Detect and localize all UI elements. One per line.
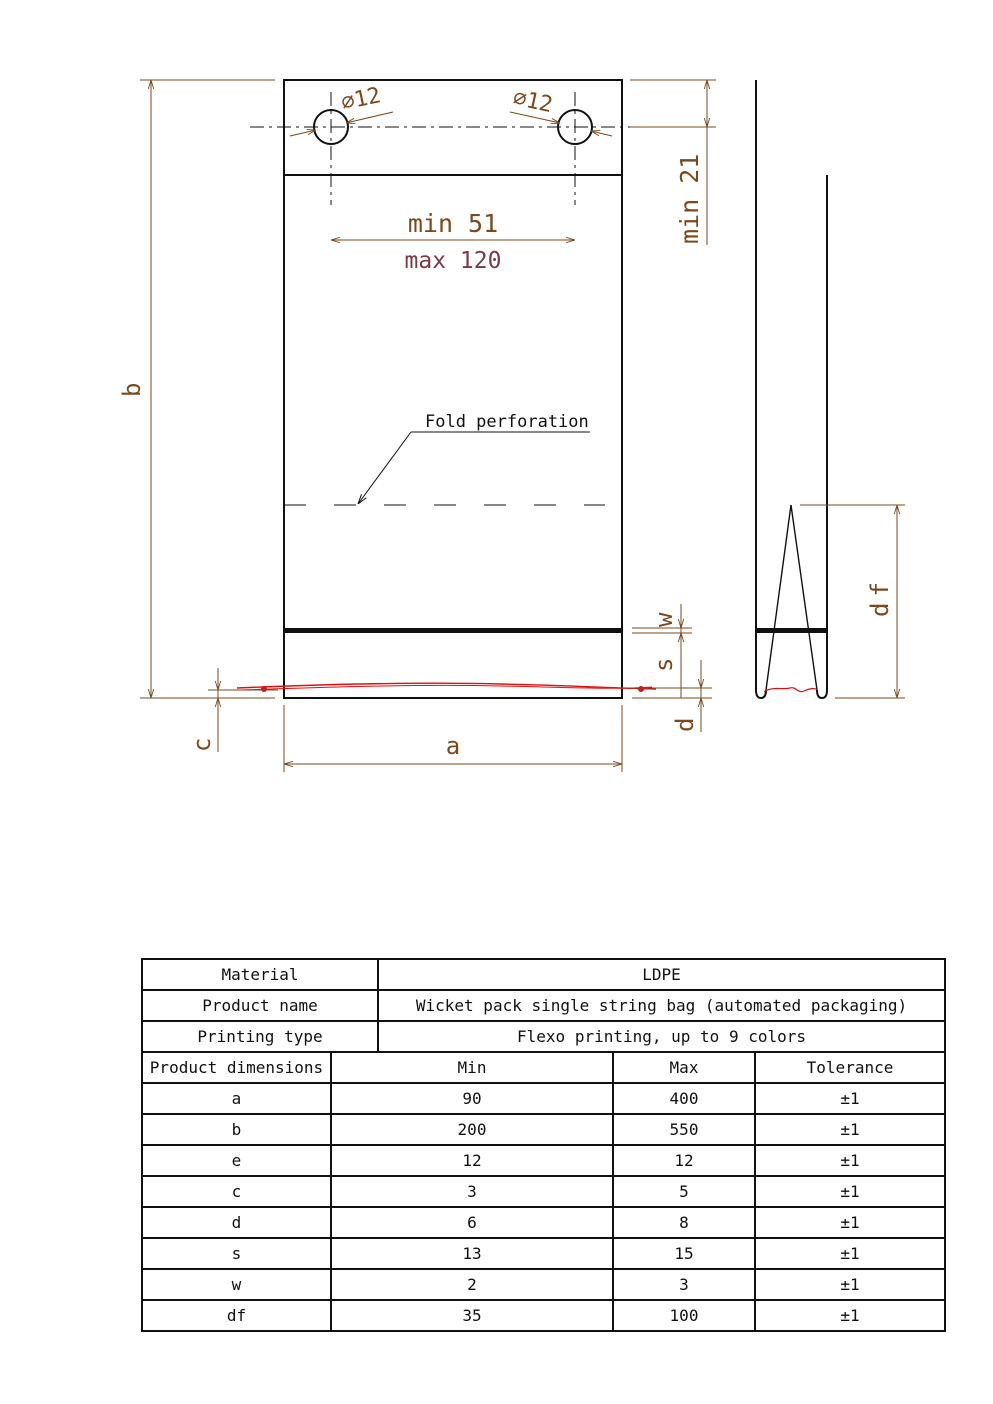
cell-dim: b (142, 1114, 331, 1145)
dim-d-label: d (671, 717, 699, 732)
bag-outline (284, 80, 622, 698)
dim-df-label: df (866, 576, 894, 617)
cell-min: 35 (331, 1300, 613, 1331)
spec-value: Flexo printing, up to 9 colors (378, 1021, 945, 1052)
cell-dim: c (142, 1176, 331, 1207)
spec-label: Printing type (142, 1021, 378, 1052)
cell-max: 550 (613, 1114, 755, 1145)
cell-max: 5 (613, 1176, 755, 1207)
header-tolerance: Tolerance (755, 1052, 945, 1083)
string-knot-right (638, 686, 644, 692)
cell-tolerance: ±1 (755, 1207, 945, 1238)
dim-hole-offset-label: min 21 (675, 153, 704, 244)
spec-row-product-name (142, 990, 945, 1021)
cell-min: 2 (331, 1269, 613, 1300)
table-row (142, 1114, 945, 1145)
cell-min: 200 (331, 1114, 613, 1145)
cell-dim: w (142, 1269, 331, 1300)
dim-a-label: a (445, 732, 461, 760)
cell-min: 3 (331, 1176, 613, 1207)
cell-tolerance: ±1 (755, 1145, 945, 1176)
cell-tolerance: ±1 (755, 1238, 945, 1269)
table-row (142, 1145, 945, 1176)
table-row (142, 1176, 945, 1207)
dim-hole-right-label: ∅12 (510, 85, 555, 119)
spec-value: Wicket pack single string bag (automated packaging) (378, 990, 945, 1021)
table-row (142, 1083, 945, 1114)
cell-min: 6 (331, 1207, 613, 1238)
header-min: Min (331, 1052, 613, 1083)
header-product-dimensions: Product dimensions (142, 1052, 331, 1083)
cell-max: 400 (613, 1083, 755, 1114)
spec-label: Product name (142, 990, 378, 1021)
cell-max: 12 (613, 1145, 755, 1176)
header-max: Max (613, 1052, 755, 1083)
spec-label: Material (142, 959, 378, 990)
dim-hole-spacing-max-label: max 120 (404, 248, 502, 274)
cell-dim: a (142, 1083, 331, 1114)
seal-band (284, 628, 622, 633)
spec-row-material (142, 959, 945, 990)
cell-tolerance: ±1 (755, 1114, 945, 1145)
dim-hole-left-label: ∅12 (339, 83, 384, 116)
dim-b-label: b (118, 382, 146, 397)
dimensions-header-row (142, 1052, 945, 1083)
table-row (142, 1238, 945, 1269)
spec-row-printing-type (142, 1021, 945, 1052)
cell-tolerance: ±1 (755, 1083, 945, 1114)
cell-dim: e (142, 1145, 331, 1176)
cell-max: 3 (613, 1269, 755, 1300)
dim-c-label: c (188, 737, 216, 752)
dim-s-label: s (650, 657, 678, 672)
cell-tolerance: ±1 (755, 1269, 945, 1300)
cell-tolerance: ±1 (755, 1300, 945, 1331)
table-row (142, 1207, 945, 1238)
string-knot-left (261, 686, 267, 692)
fold-perforation-callout (358, 412, 590, 504)
table-row (142, 1300, 945, 1331)
bag-side-view (756, 80, 827, 698)
bag-front-view (237, 80, 660, 698)
cell-dim: df (142, 1300, 331, 1331)
dim-w-label: w (650, 612, 678, 627)
cell-min: 90 (331, 1083, 613, 1114)
string-red-side (764, 688, 816, 692)
cell-tolerance: ±1 (755, 1176, 945, 1207)
cell-max: 8 (613, 1207, 755, 1238)
cell-dim: d (142, 1207, 331, 1238)
cell-min: 12 (331, 1145, 613, 1176)
fold-perforation-label: Fold perforation (425, 412, 589, 432)
specification-table (141, 958, 946, 1332)
spec-value: LDPE (378, 959, 945, 990)
cell-max: 100 (613, 1300, 755, 1331)
dim-hole-spacing-min-label: min 51 (407, 209, 499, 238)
cell-max: 15 (613, 1238, 755, 1269)
cell-min: 13 (331, 1238, 613, 1269)
cell-dim: s (142, 1238, 331, 1269)
table-row (142, 1269, 945, 1300)
